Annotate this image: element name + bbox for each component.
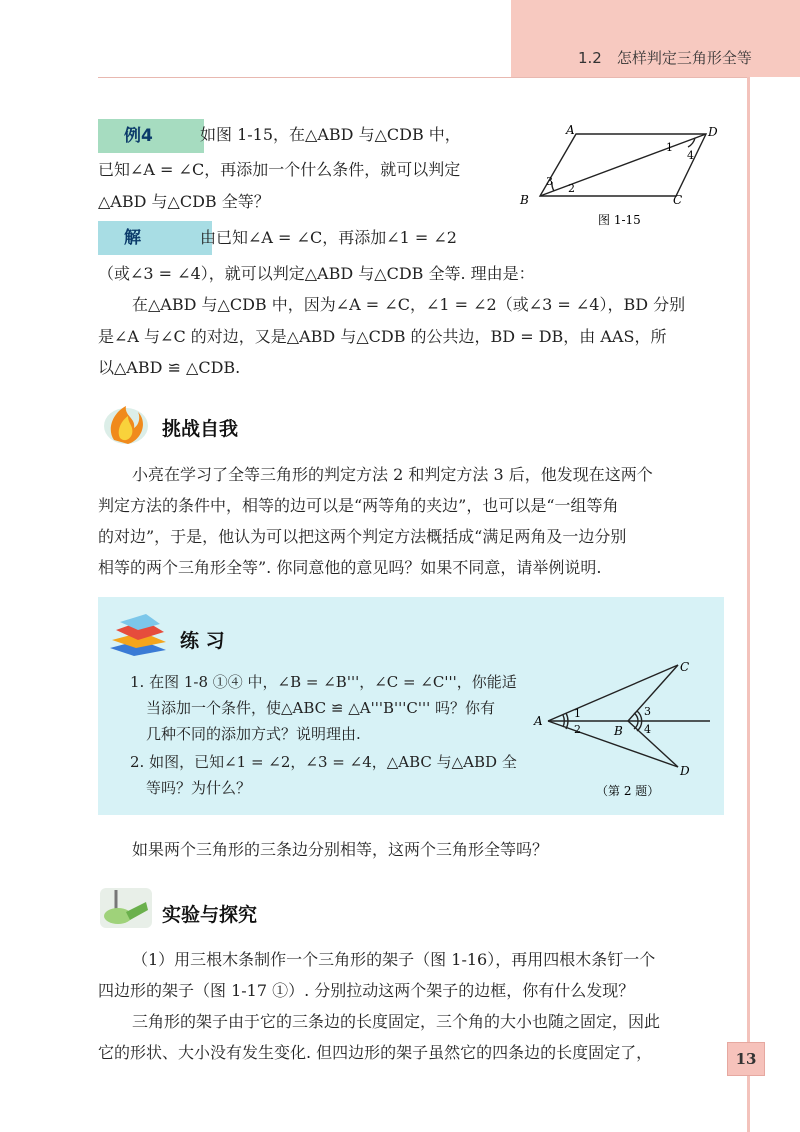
fig15-angle-1: 1 [666, 141, 673, 154]
practice-figure-2 [530, 655, 720, 805]
experiment-line-3: 三角形的架子由于它的三条边的长度固定，三个角的大小也随之固定，因此 [132, 1012, 661, 1031]
challenge-line-3: 的对边”，于是，他认为可以把这两个判定方法概括成“满足两角及一边分别 [98, 527, 627, 546]
fig15-angle-2: 2 [568, 182, 575, 195]
fig2-label-d: D [680, 764, 690, 778]
experiment-line-2: 四边形的架子（图 1-17 ①）. 分别拉动这两个架子的边框，你有什么发现？ [98, 981, 635, 1000]
fig2-label-c: C [680, 660, 690, 674]
challenge-line-4: 相等的两个三角形全等”. 你同意他的意见吗？如果不同意，请举例说明. [98, 558, 602, 577]
solution-line-5: 以△ABD ≌ △CDB. [98, 358, 241, 377]
page-number: 13 [727, 1042, 765, 1076]
fig15-caption: 图 1-15 [598, 213, 641, 227]
practice-books-icon [104, 610, 170, 658]
fig2-caption: （第 2 题） [596, 784, 660, 798]
challenge-flame-icon [96, 400, 156, 450]
solution-line-4: 是∠A 与∠C 的对边，又是△ABD 与△CDB 的公共边，BD = DB，由 AAS，所 [98, 327, 667, 346]
practice-line-4: 2. 如图，已知∠1 = ∠2，∠3 = ∠4，△ABC 与△ABD 全 [130, 753, 517, 771]
fig2-angle-3: 3 [644, 705, 651, 718]
experiment-title: 实验与探究 [162, 904, 258, 926]
example-4-line-1: 如图 1-15，在△ABD 与△CDB 中， [200, 125, 461, 144]
question-text: 如果两个三角形的三条边分别相等，这两个三角形全等吗？ [132, 840, 549, 859]
fig15-label-c: C [673, 193, 683, 207]
challenge-title: 挑战自我 [162, 418, 239, 440]
practice-line-5: 等吗？为什么？ [146, 779, 252, 797]
fig15-angle-3: 3 [546, 175, 553, 188]
fig15-label-d: D [708, 125, 718, 139]
experiment-line-4: 它的形状、大小没有发生变化. 但四边形的架子虽然它的四条边的长度固定了， [98, 1043, 653, 1062]
practice-line-1: 1. 在图 1-8 ①④ 中，∠B = ∠B'''，∠C = ∠C'''，你能适 [130, 673, 517, 691]
fig15-label-a: A [566, 123, 575, 137]
fig2-angle-1: 1 [574, 707, 581, 720]
fig15-label-b: B [520, 193, 529, 207]
experiment-flask-icon [96, 882, 156, 932]
challenge-line-2: 判定方法的条件中，相等的边可以是“两等角的夹边”，也可以是“一组等角 [98, 496, 619, 515]
practice-line-2: 当添加一个条件，使△ABC ≌ △A'''B'''C''' 吗？你有 [146, 699, 496, 717]
fig2-label-a: A [534, 714, 543, 728]
practice-title: 练 习 [180, 630, 225, 652]
fig2-label-b: B [614, 724, 623, 738]
solution-line-3: 在△ABD 与△CDB 中，因为∠A = ∠C，∠1 = ∠2（或∠3 = ∠4），BD 分别 [132, 295, 686, 314]
section-title: 1.2 怎样判定三角形全等 [578, 49, 752, 67]
challenge-line-1: 小亮在学习了全等三角形的判定方法 2 和判定方法 3 后，他发现在这两个 [132, 465, 653, 484]
header-divider [98, 77, 748, 78]
fig15-angle-4: 4 [687, 149, 694, 162]
example-4-line-3: △ABD 与△CDB 全等？ [98, 192, 270, 211]
solution-tag: 解 [98, 221, 212, 255]
fig2-angle-2: 2 [574, 723, 581, 736]
experiment-line-1: （1）用三根木条制作一个三角形的架子（图 1-16），再用四根木条钉一个 [132, 950, 656, 969]
figure-1-15 [510, 122, 730, 232]
practice-line-3: 几种不同的添加方式？说明理由. [146, 725, 361, 743]
example-4-tag: 例4 [98, 119, 204, 153]
fig2-angle-4: 4 [644, 723, 651, 736]
solution-line-2: （或∠3 = ∠4），就可以判定△ABD 与△CDB 全等. 理由是： [98, 264, 535, 283]
solution-line-1: 由已知∠A = ∠C，再添加∠1 = ∠2 [200, 228, 457, 247]
example-4-line-2: 已知∠A = ∠C，再添加一个什么条件，就可以判定 [98, 160, 461, 179]
right-margin-rule [747, 77, 750, 1132]
